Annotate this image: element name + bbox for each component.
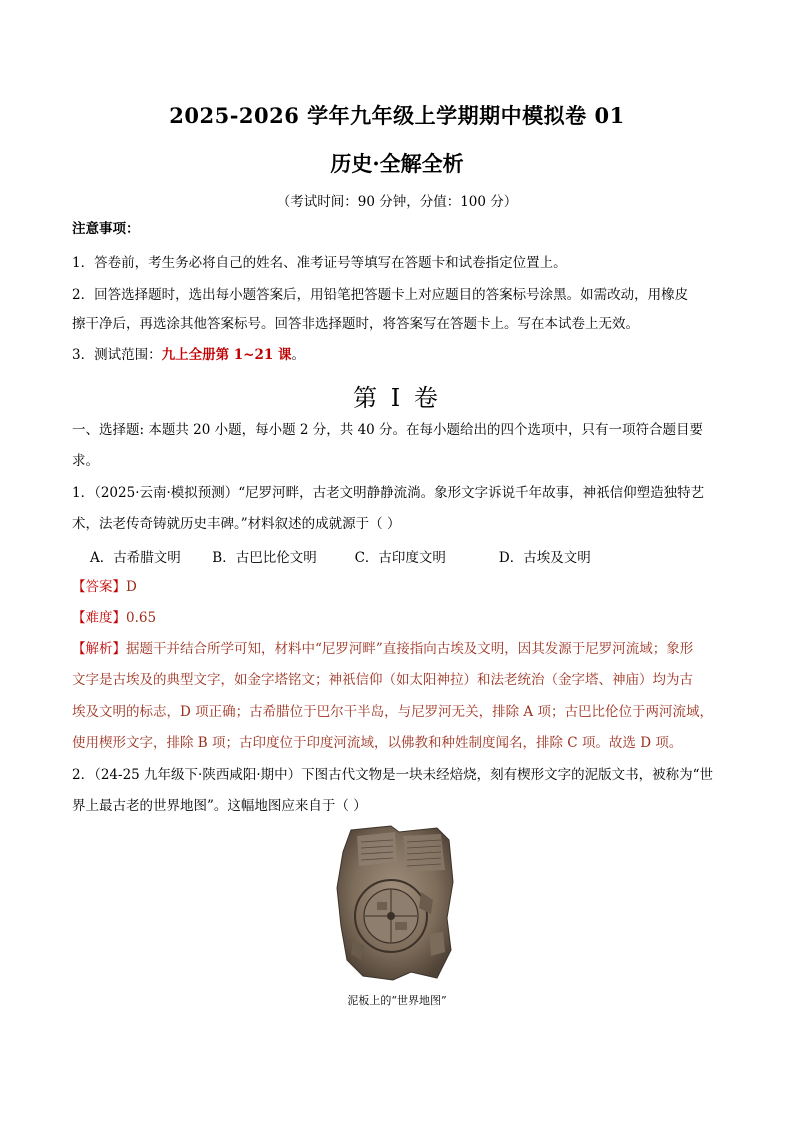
figure-caption: 泥板上的“世界地图”	[347, 994, 447, 1007]
q1-option-a: A．古希腊文明	[90, 550, 181, 566]
q1-analysis-line-2: 文字是古埃及的典型文字，如金字塔铭文；神祇信仰（如太阳神拉）和法老统治（金字塔、神庙）均为古	[72, 672, 693, 688]
section-title: 第 I 卷	[353, 384, 441, 412]
q1-option-c: C．古印度文明	[354, 550, 446, 566]
analysis-text-1: 据题干并结合所学可知，材料中“尼罗河畔”直接指向古埃及文明，因其发源于尼罗河流域；象形	[126, 641, 694, 657]
q1-option-b: B．古巴比伦文明	[212, 550, 317, 566]
q2-stem-line-2: 界上最古老的世界地图”。这幅地图应来自于（ ）	[72, 798, 367, 814]
notice-heading: 注意事项：	[72, 221, 140, 237]
notice-item-3-prefix: 3．测试范围：	[72, 347, 162, 363]
test-range: 九上全册第 1~21 课	[161, 347, 292, 363]
difficulty-label: 【难度】	[72, 610, 126, 626]
notice-item-1: 1．答卷前，考生务必将自己的姓名、准考证号等填写在答题卡和试卷指定位置上。	[72, 255, 567, 271]
exam-info: （考试时间：90 分钟，分值：100 分）	[276, 194, 518, 210]
q1-answer	[72, 577, 727, 597]
section-intro-line-1: 一、选择题: 本题共 20 小题，每小题 2 分，共 40 分。在每小题给出的四个选项中，只有一项符合题目要	[72, 422, 704, 438]
q1-option-d: D．古埃及文明	[498, 550, 591, 566]
q1-options	[90, 546, 591, 566]
q1-analysis-line-4: 使用楔形文字，排除 B 项；古印度位于印度河流域，以佛教和种姓制度闻名，排除 C 项。故选 D 项。	[72, 735, 683, 751]
q1-analysis-line-1	[72, 639, 727, 659]
analysis-label: 【解析】	[72, 641, 126, 657]
notice-item-2-line-1: 2．回答选择题时，选出每小题答案后，用铅笔把答题卡上对应题目的答案标号涂黑。如需改动，用橡皮	[72, 287, 689, 303]
notice-item-3-suffix: 。	[291, 347, 305, 363]
q1-stem-line-2: 术，法老传奇铸就历史丰碑。”材料叙述的成就源于（ ）	[72, 516, 401, 532]
q1-analysis-line-3: 埃及文明的标志，D 项正确；古希腊位于巴尔干半岛，与尼罗河无关，排除 A 项；古巴比伦位于两河流域，	[72, 704, 713, 720]
exam-title: 2025-2026 学年九年级上学期期中模拟卷 01	[169, 103, 625, 128]
q1-stem-line-1: 1．（2025·云南·模拟预测）“尼罗河畔，古老文明静静流淌。象形文字诉说千年故事，神祇信仰塑造独特艺	[72, 485, 705, 501]
difficulty-value: 0.65	[126, 610, 157, 626]
answer-label: 【答案】	[72, 579, 126, 595]
q2-stem-line-1: 2．（24-25 九年级下·陕西咸阳·期中）下图古代文物是一块未经焙烧，刻有楔形文字的泥版文书，被称为“世	[72, 767, 714, 783]
notice-item-2-line-2: 擦干净后，再选涂其他答案标号。回答非选择题时，将答案写在答题卡上。写在本试卷上无效。	[72, 316, 639, 332]
answer-value: D	[126, 579, 137, 595]
section-intro-line-2: 求。	[72, 453, 99, 469]
q1-difficulty	[72, 608, 727, 628]
clay-tablet-map-image	[333, 822, 457, 982]
notice-item-3	[72, 345, 727, 365]
exam-subtitle: 历史·全解全析	[330, 151, 464, 176]
